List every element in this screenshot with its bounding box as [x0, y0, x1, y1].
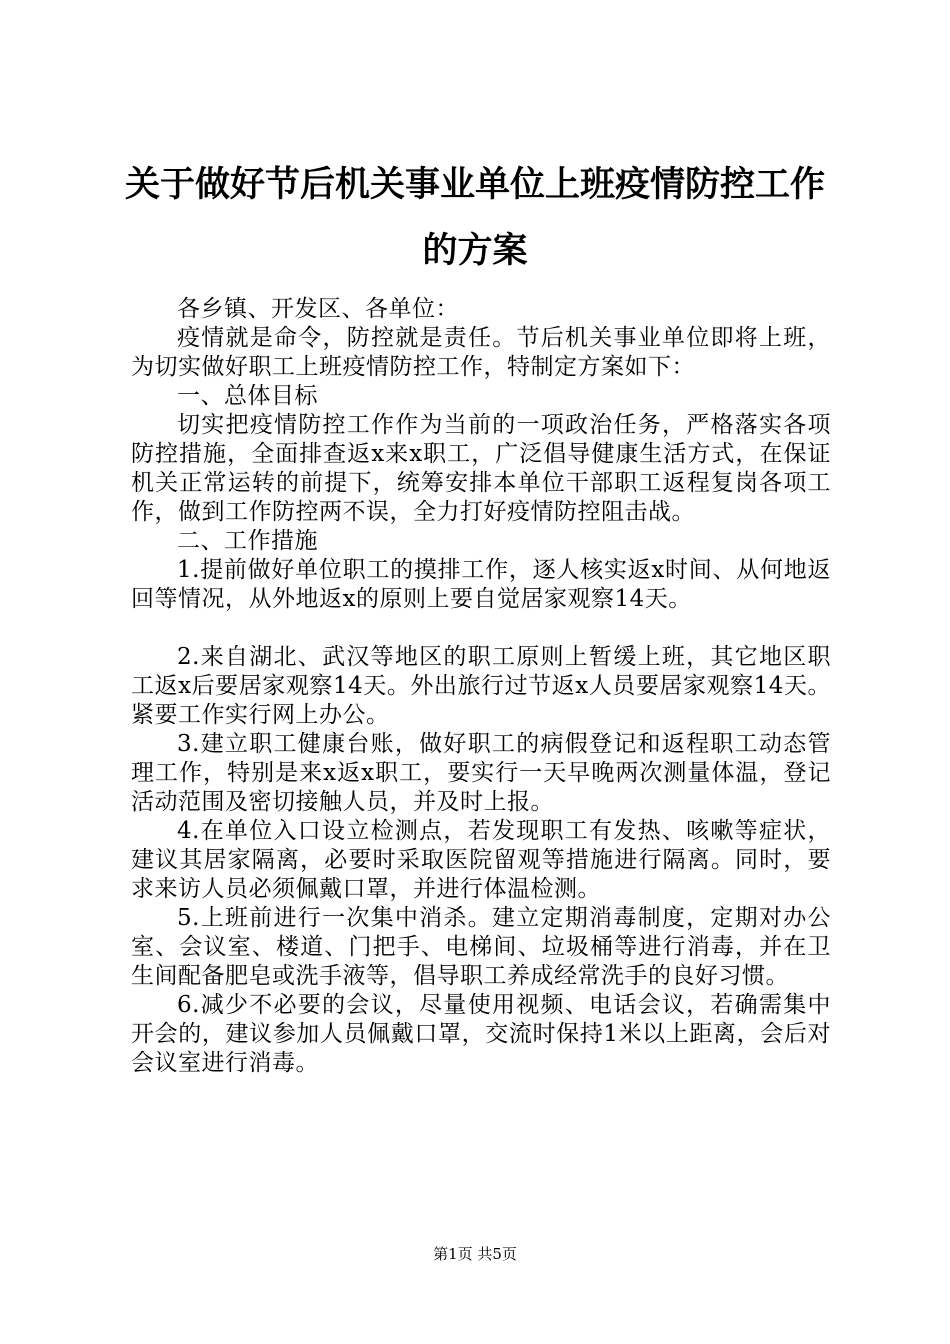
measure-item-6: 6.减少不必要的会议，尽量使用视频、电话会议，若确需集中开会的，建议参加人员佩戴口罩，交流时保持1米以上距离，会后对会议室进行消毒。	[131, 992, 831, 1076]
intro-paragraph: 疫情就是命令，防控就是责任。节后机关事业单位即将上班，为切实做好职工上班疫情防控工作，特制定方案如下：	[131, 325, 831, 380]
title-line-1: 关于做好节后机关事业单位上班疫情防控工作	[124, 165, 825, 205]
measure-item-3: 3.建立职工健康台账，做好职工的病假登记和返程职工动态管理工作，特别是来x返x职工，要实行一天早晚两次测量体温，登记活动范围及密切接触人员，并及时上报。	[131, 731, 831, 815]
document-body	[131, 295, 831, 1078]
page-footer: 第1页 共5页	[433, 1245, 517, 1263]
salutation: 各乡镇、开发区、各单位：	[177, 296, 459, 322]
section-heading-measures: 二、工作措施	[177, 528, 318, 554]
section-heading-goal: 一、总体目标	[177, 383, 318, 409]
measure-item-1: 1.提前做好单位职工的摸排工作，逐人核实返x时间、从何地返回等情况，从外地返x的原则上要自觉居家观察14天。	[131, 557, 831, 612]
measure-item-5: 5.上班前进行一次集中消杀。建立定期消毒制度，定期对办公室、会议室、楼道、门把手、电梯间、垃圾桶等进行消毒，并在卫生间配备肥皂或洗手液等，倡导职工养成经常洗手的良好习惯。	[131, 905, 831, 989]
title-line-2: 的方案	[422, 231, 528, 271]
measure-item-2: 2.来自湖北、武汉等地区的职工原则上暂缓上班，其它地区职工返x后要居家观察14天。外出旅行过节返x人员要居家观察14天。紧要工作实行网上办公。	[131, 644, 831, 728]
document-title	[110, 152, 840, 284]
goal-paragraph: 切实把疫情防控工作作为当前的一项政治任务，严格落实各项防控措施，全面排查返x来x职工，广泛倡导健康生活方式，在保证机关正常运转的前提下，统筹安排本单位干部职工返程复岗各项工作，做到工作防控两不误，全力打好疫情防控阻击战。	[131, 412, 831, 525]
measure-item-4: 4.在单位入口设立检测点，若发现职工有发热、咳嗽等症状，建议其居家隔离，必要时采取医院留观等措施进行隔离。同时，要求来访人员必须佩戴口罩，并进行体温检测。	[131, 818, 831, 902]
